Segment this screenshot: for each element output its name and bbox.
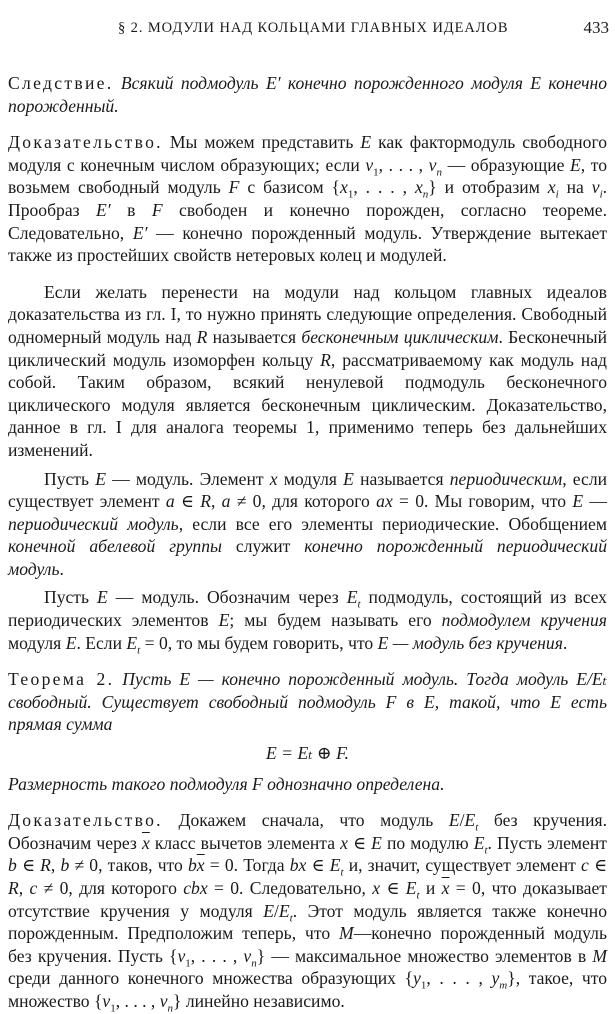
proof-label-2: Доказательство. — [8, 810, 163, 831]
paragraph-infinite-cyclic: Если желать перенести на модули над кольцом главных идеалов доказательства из гл. I, то нужно принять следующие определения. Свободный одномерный модуль над R называется бесконечным циклическим. Бесконечный циклический модуль изоморфен кольцу R, рассматриваемому как модуль над собой. Таким образом, всякий ненулевой подмодуль бесконечного циклического модуля является бесконечным циклическим. Доказательство, данное в гл. I для аналога теоремы 1, применимо теперь без дальнейших изменений. — [8, 281, 608, 460]
direct-sum-formula: E = Eₜ ⊕ F. — [266, 743, 349, 764]
proof-corollary: Доказательство. Мы можем представить E как фактормодуль свободного модуля с конечным числом образующих; если $v_1$, . . . , $v_n$ — образующие E, то возьмем свободный модуль F с базисом {$x_1$, . . . , $x_n$} и отобразим $x_i$ на $v_i$. Прообраз E′ в F свободен и конечно порожден, согласно теореме. Следовательно, E′ — конечно порожденный модуль. Утверждение вытекает также из простейших свойств нетеровых колец и модулей. — [8, 132, 608, 266]
theorem-2 — [8, 668, 607, 736]
corollary-label: Следствие. — [8, 73, 114, 93]
corollary-statement: Всякий подмодуль E′ конечно порожденного модуля E конечно порожденный. — [8, 73, 607, 116]
running-head: § 2. МОДУЛИ НАД КОЛЬЦАМИ ГЛАВНЫХ ИДЕАЛОВ — [118, 20, 509, 36]
page-number: 433 — [583, 18, 609, 37]
theorem-statement: Пусть E — конечно порожденный модуль. Тогда модуль E/Eₜ свободный. Существует свободный подмодуль F в E, такой, что E есть прямая сумма — [8, 669, 607, 735]
theorem-uniqueness: Размерность такого подмодуля F однозначно определена. — [8, 773, 445, 794]
page-body — [8, 72, 607, 1013]
proof-theorem-2: Доказательство. Докажем сначала, что модуль $E/E_t$ без кручения. Обозначим через $\overline{x}$ класс вычетов элемента x ∈ E по модулю $E_t$. Пусть элемент b ∈ R, b ≠ 0, таков, что $b\overline{x} = 0$. Тогда bx ∈ $E_t$ и, значит, существует элемент c ∈ R, c ≠ 0, для которого cbx = 0. Следовательно, x ∈ $E_t$ и $\overline{x} = 0$, что доказывает отсутствие кручения у модуля $E/E_t$. Этот модуль является также конечно порожденным. Предположим теперь, что M—конечно порожденный модуль без кручения. Пусть {$v_1$, . . . , $v_n$} — максимальное множество элементов в M среди данного конечного множества образующих {$y_1$, . . . , $y_m$}, такое, что множество {$v_1$, . . . , $v_n$} линейно независимо. — [8, 810, 608, 1014]
paragraph-torsion: Пусть E — модуль. Обозначим через $E_t$ подмодуль, состоящий из всех периодических элементов E; мы будем называть его подмодулем кручения модуля E. Если $E_t = 0$, то мы будем говорить, что E — модуль без кручения. — [8, 587, 607, 657]
paragraph-periodic: Пусть E — модуль. Элемент x модуля E называется периодическим, если существует элемент a ∈ R, a ≠ 0, для которого ax = 0. Мы говорим, что E — периодический модуль, если все его элементы периодические. Обобщением конечной абелевой группы служит конечно порожденный периодический модуль. — [8, 468, 608, 579]
proof-label: Доказательство. — [8, 132, 163, 153]
theorem-label: Теорема 2. — [8, 669, 115, 690]
corollary — [8, 72, 607, 117]
page-header — [0, 18, 615, 42]
